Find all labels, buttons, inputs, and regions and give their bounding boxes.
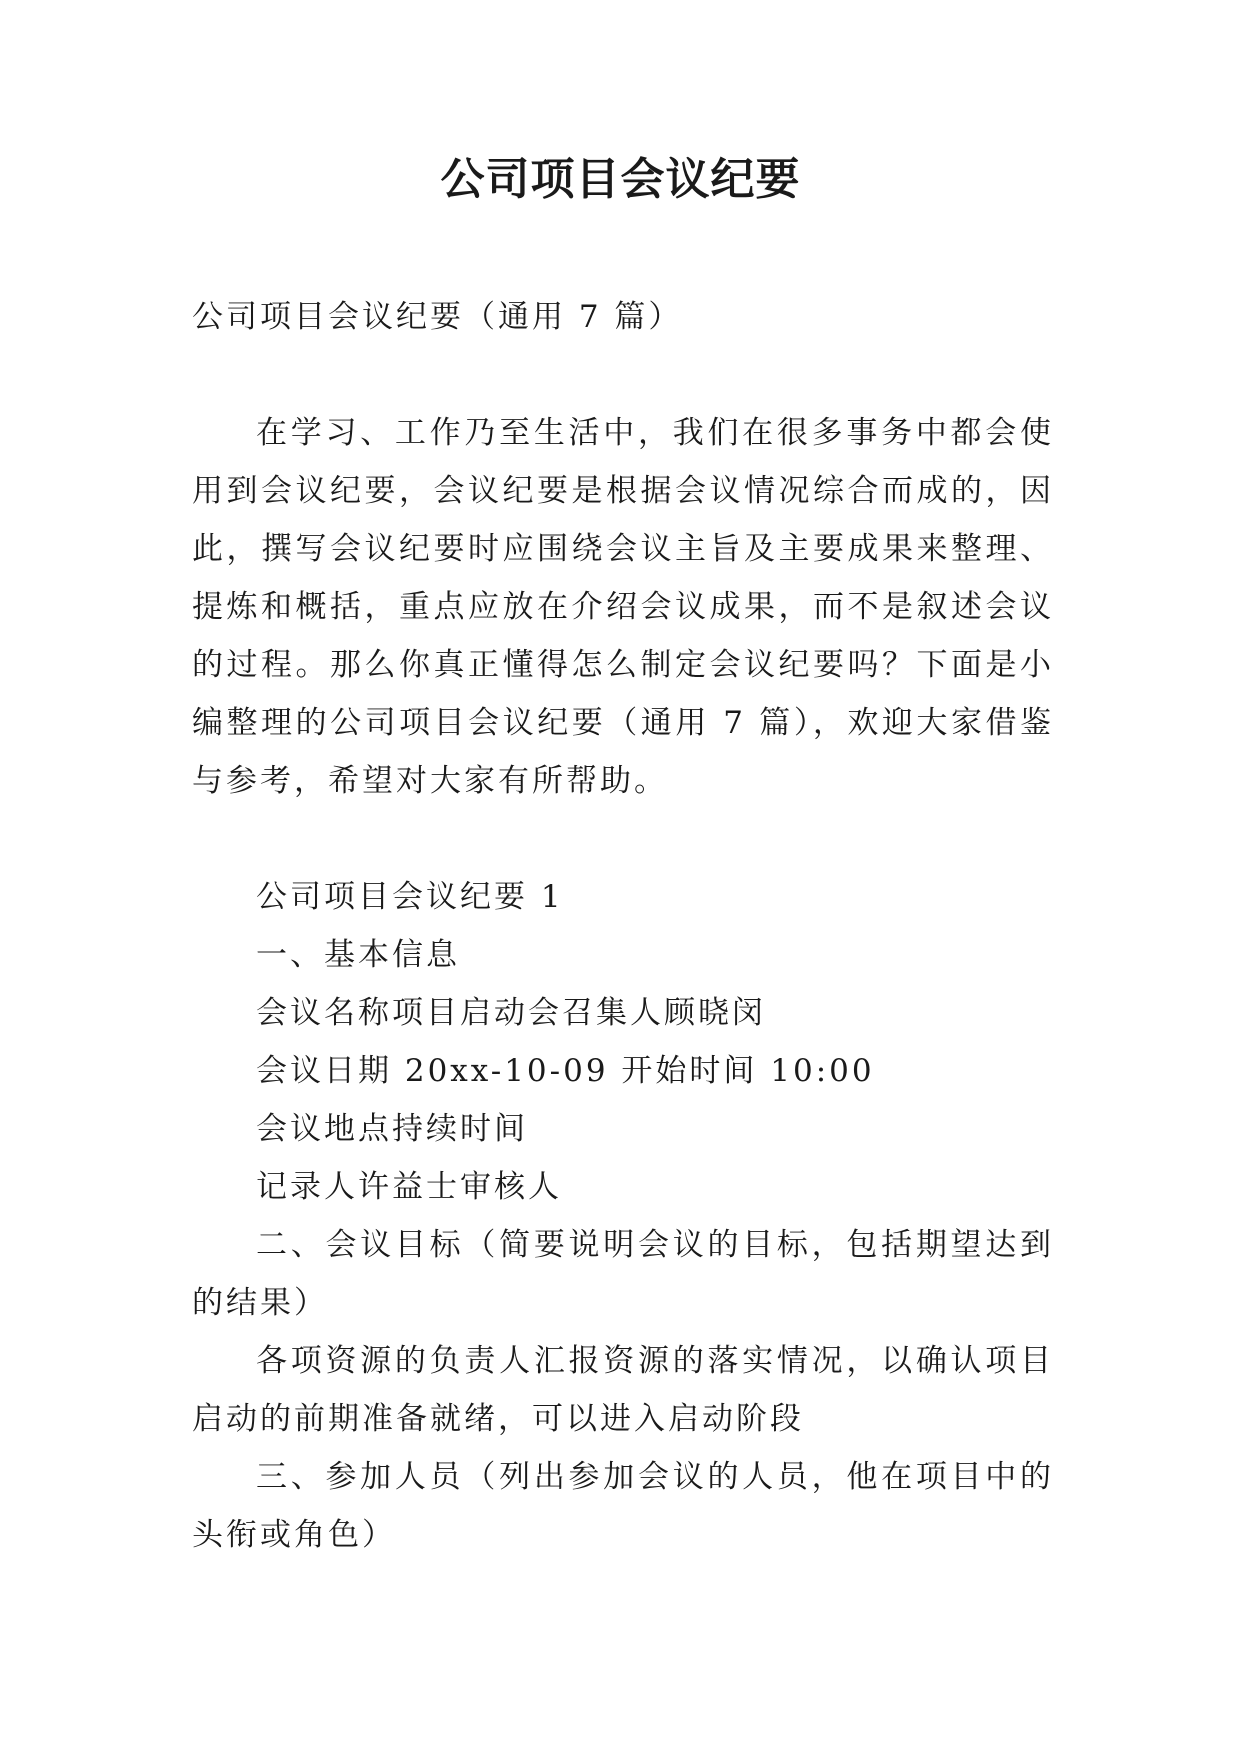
meeting-date-line: 会议日期 20xx-10-09 开始时间 10:00 — [256, 1053, 875, 1089]
document-subtitle: 公司项目会议纪要（通用 7 篇） — [192, 299, 683, 335]
recorder-line: 记录人许益士审核人 — [256, 1169, 562, 1205]
document-body — [192, 288, 1054, 1564]
intro-paragraph: 在学习、工作乃至生活中，我们在很多事务中都会使用到会议纪要，会议纪要是根据会议情况综合而成的，因此，撰写会议纪要时应围绕会议主旨及主要成果来整理、提炼和概括，重点应放在介绍会议成果，而不是叙述会议的过程。那么你真正懂得怎么制定会议纪要吗？下面是小编整理的公司项目会议纪要（通用 7 篇），欢迎大家借鉴与参考，希望对大家有所帮助。 — [192, 415, 1054, 799]
heading-meeting-goal: 二、会议目标（简要说明会议的目标，包括期望达到的结果） — [192, 1227, 1054, 1321]
document-title: 公司项目会议纪要 — [440, 154, 801, 205]
meeting-goal-text: 各项资源的负责人汇报资源的落实情况，以确认项目启动的前期准备就绪，可以进入启动阶段 — [192, 1343, 1054, 1437]
heading-basic-info: 一、基本信息 — [256, 937, 460, 973]
meeting-name-line: 会议名称项目启动会召集人顾晓闵 — [256, 995, 766, 1031]
meeting-place-line: 会议地点持续时间 — [256, 1111, 528, 1147]
section-title: 公司项目会议纪要 1 — [256, 879, 564, 915]
heading-attendees: 三、参加人员（列出参加会议的人员，他在项目中的头衔或角色） — [192, 1459, 1054, 1553]
